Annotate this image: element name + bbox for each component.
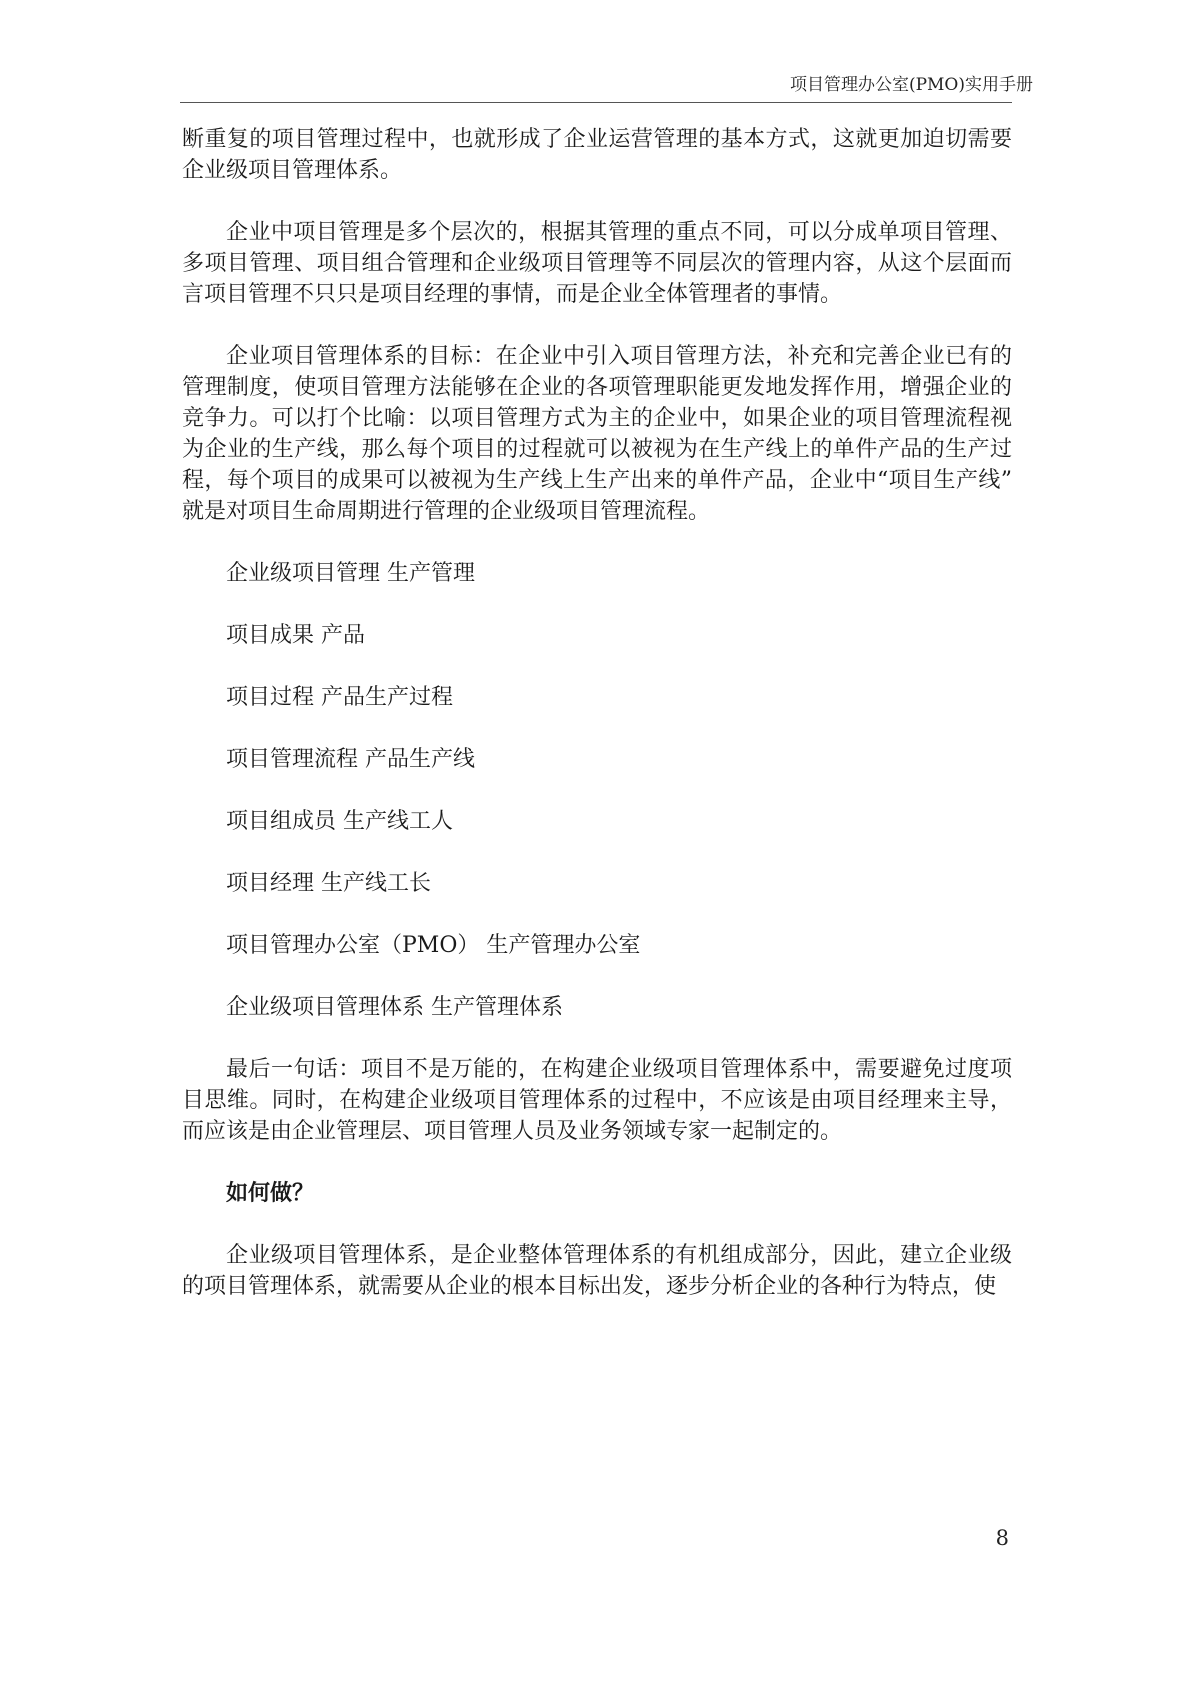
mapping-item: 项目组成员 生产线工人 [226, 809, 453, 834]
mapping-item: 项目经理 生产线工长 [226, 871, 431, 896]
mapping-item: 企业级项目管理体系 生产管理体系 [226, 995, 563, 1020]
page-body [182, 124, 1012, 1333]
paragraph-project-levels: 企业中项目管理是多个层次的，根据其管理的重点不同，可以分成单项目管理、多项目管理、项目组合管理和企业级项目管理等不同层次的管理内容，从这个层面而言项目管理不只只是项目经理的事情，而是企业全体管理者的事情。 [182, 220, 1012, 307]
paragraph-how-to: 企业级项目管理体系，是企业整体管理体系的有机组成部分，因此，建立企业级的项目管理体系，就需要从企业的根本目标出发，逐步分析企业的各种行为特点，使 [182, 1243, 1012, 1299]
paragraph-system-goal: 企业项目管理体系的目标：在企业中引入项目管理方法，补充和完善企业已有的管理制度，使项目管理方法能够在企业的各项管理职能更发地发挥作用，增强企业的竞争力。可以打个比喻：以项目管理方式为主的企业中，如果企业的项目管理流程视为企业的生产线，那么每个项目的过程就可以被视为在生产线上的单件产品的生产过程，每个项目的成果可以被视为生产线上生产出来的单件产品，企业中“项目生产线”就是对项目生命周期进行管理的企业级项目管理流程。 [182, 344, 1012, 524]
running-header: 项目管理办公室(PMO)实用手册 [789, 75, 1033, 95]
mapping-item: 项目成果 产品 [226, 623, 365, 648]
page-number: 8 [995, 1526, 1009, 1550]
mapping-item: 项目管理流程 产品生产线 [226, 747, 475, 772]
mapping-item: 企业级项目管理 生产管理 [226, 561, 475, 586]
header-divider [180, 102, 1012, 103]
paragraph-continuation: 断重复的项目管理过程中，也就形成了企业运营管理的基本方式，这就更加迫切需要企业级项目管理体系。 [182, 127, 1012, 183]
paragraph-final-note: 最后一句话：项目不是万能的，在构建企业级项目管理体系中，需要避免过度项目思维。同时，在构建企业级项目管理体系的过程中，不应该是由项目经理来主导，而应该是由企业管理层、项目管理人员及业务领域专家一起制定的。 [182, 1057, 1012, 1144]
mapping-item: 项目过程 产品生产过程 [226, 685, 453, 710]
section-heading: 如何做？ [226, 1181, 315, 1206]
mapping-item: 项目管理办公室（PMO） 生产管理办公室 [226, 933, 641, 958]
